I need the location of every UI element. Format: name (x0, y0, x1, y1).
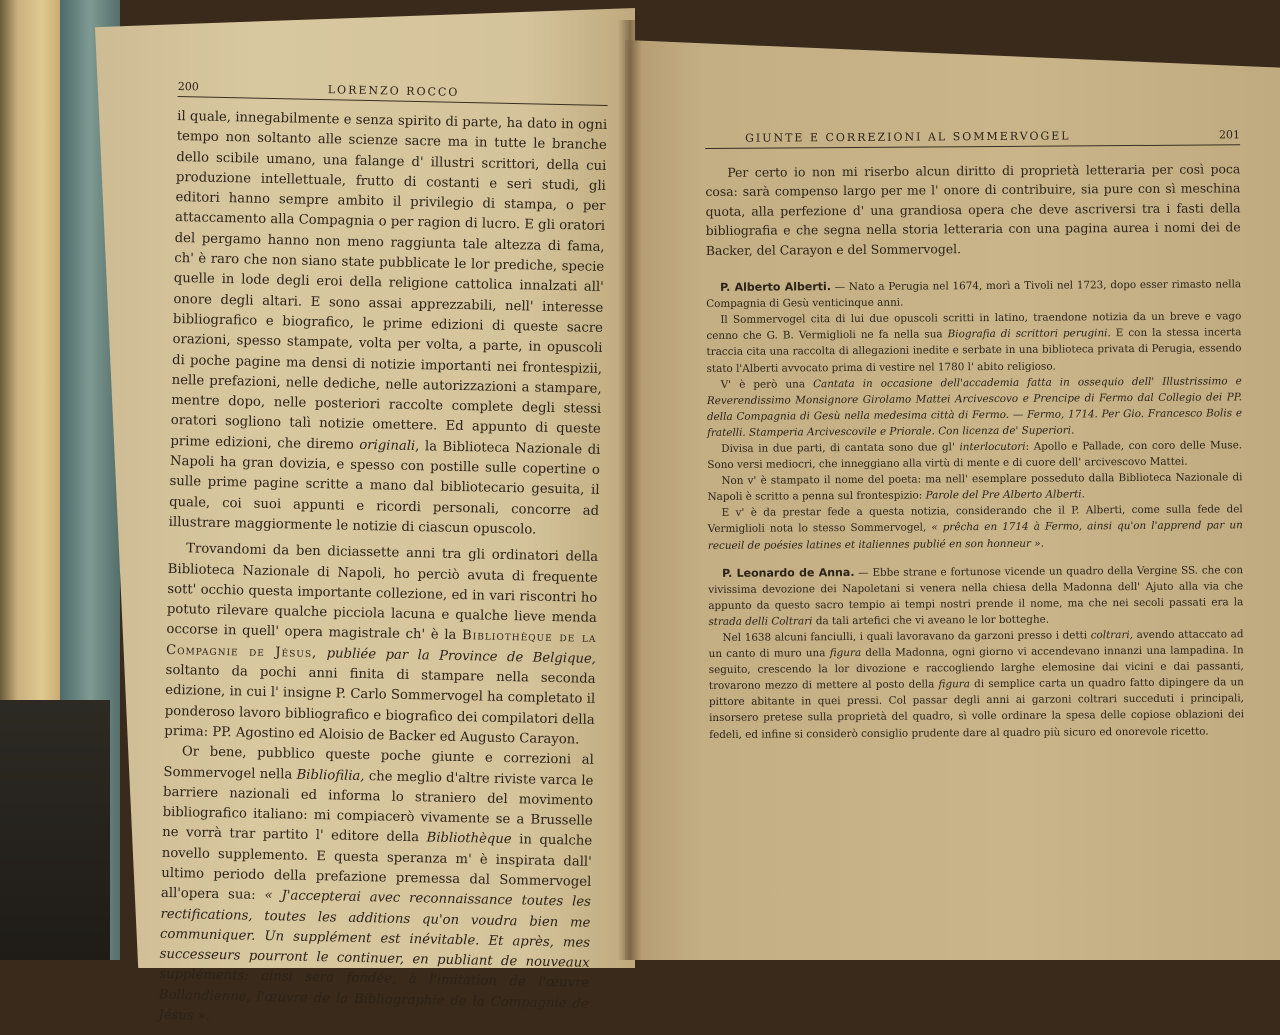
entry-alberti-p6: E v' è da prestar fede a questa notizia, considerando che il P. Alberti, come sulla fede del Vermiglioli nota lo stesso Sommervogel, « prêcha en 1714 à Fermo, ainsi qu'on l'apprend par un recueil de poésies latines et italiennes publié en son honneur ». (707, 503, 1243, 552)
right-intro-paragraph: Per certo io non mi riserbo alcun diritto di proprietà letteraria per così poca cosa: sarà compenso largo per me l' onore di contribuire, sia pure con sì meschina quota, alla perfezione d' una grandiosa opera che deve ascriversi tra i fasti della bibliografia e che segna nella storia letteraria con una pagina aurea i nomi dei de Backer, del Carayon e del Sommervogel. (705, 161, 1241, 258)
entry-heading: P. Alberto Alberti. (720, 280, 832, 294)
page-number-right: 201 (1218, 128, 1241, 142)
entry-alberto-alberti (706, 276, 1243, 553)
running-title-right: GIUNTE E CORREZIONI AL SOMMERVOGEL (744, 129, 1071, 145)
left-paragraph-3: Or bene, pubblico queste poche giunte e correzioni al Sommervogel nella Bibliofilia, che meglio d'altre riviste varca le barriere nazionali ed informa lo straniero del movimento bibliografico italiano: mi compiacerò vivamente se a Brusselle ne vorrà trar partito l' editore della Bibliothèque in qualche novello supplemento. E questa speranza m' è inspirata dall' ultimo periodo della prefazione premessa dal Sommervogel all'opera sua: « J'accepterai avec reconnaissance toutes les rectifications, toutes les additions qu'on voudra bien me communiquer. Un supplément est inévitable. Et après, mes successeurs pourront le continuer, en publiant de nouveaux suppléments: ainsi sera fondée, à l'imitation de l'œuvre Bollandienne, l'œuvre de la Bibliographie de la Compagnie de Jésus ». (158, 744, 594, 1024)
entry-de-anna-p2: Nel 1638 alcuni fanciulli, i quali lavoravano da garzoni presso i detti coltrari, avendo attaccato ad un canto di muro una figura della Madonna, ogni giorno vi accendevano innanzi una lampadina. In seguito, crescendo la lor divozione e raccogliendo larghe elemosine dai vicini e dai passanti, trovarono mezzo di mettere al posto della figura di semplice carta un quadro fatto dipingere da un pittore abitante in quei pressi. Col passar degli anni ai garzoni coltrari succeduti i principali, insorsero pretese sulla proprietà del quadro, sì volle ordinare la spesa delle copiose oblazioni dei fedeli, ed infine si considerò consiglio prudente dare al quadro più sicuro ed onorevole ricetto. (708, 628, 1245, 741)
background-book-shadow (0, 700, 110, 960)
left-paragraph-2: Trovandomi da ben diciassette anni tra gli ordinatori della Biblioteca Nazionale di Napoli, ho perciò avuta di frequente sott' occhio questa importante collezione, ed in vari riscontri ho potuto rilevare qualche picciola lacuna e qualche lieve menda occorse in quell' opera magistrale ch' è la Bibliothèque de la Compagnie de Jésus, publiée par la Province de Belgique, soltanto da pochi anni finita di stampare nella seconda edizione, in cui l' insigne P. Carlo Sommervogel ha completato il ponderoso lavoro bibliografico e biografico dei compilatori della prima: PP. Agostino ed Aloisio de Backer ed Augusto Carayon. (164, 541, 599, 748)
left-page (158, 80, 608, 1035)
right-page (705, 128, 1244, 742)
entry-de-anna-p1: P. Leonardo de Anna. — Ebbe strane e fortunose vicende un quadro della Vergine SS. che con vivissima devozione dei Napoletani si venera nella chiesa della Madonna dell' Ajuto alla via che appunto da questo sacro tempio ai tempi nostri prende il nome, ma che nei secoli passati era la strada delli Coltrari da tali artefici che vi aveano le lor botteghe. (708, 563, 1244, 628)
entry-leonardo-de-anna (708, 562, 1244, 743)
entry-heading: P. Leonardo de Anna. (722, 565, 855, 580)
left-paragraph-1: il quale, innegabilmente e senza spirito di parte, ha dato in ogni tempo non soltanto alle scienze sacre ma in tutte le branche dello scibile umano, una falange d' illustri scrittori, della cui produzione intellettuale, frutto di costanti e seri studi, gli editori hanno sempre ambito il privilegio di stampa, o per attaccamento alla Compagnia o per ragion di lucro. E gli oratori del pergamo hanno non meno raggiunta tale altezza di fama, ch' è raro che non siano state pubblicate le lor prediche, specie quelle in lode degli eroi della religione cattolica innalzati all' onore degli altari. E sono assai apprezzabili, nell' interesse bibliografico e biografico, le prime edizioni di queste sacre orazioni, spesso stampate, volta per volta, a parte, in opuscoli di poche pagine ma densi di notizie importanti nei frontespizii, nelle prefazioni, nelle dediche, nelle autorizzazioni a stampare, mentre dopo, nelle posteriori raccolte complete degli stessi oratori sogliono talì notizie omettere. Ed appunto di queste prime edizioni, che diremo originali, la Biblioteca Nazionale di Napoli ha gran dovizia, e spesso con postille sulle copertine o sulle prime pagine scritte a mano dal bibliotecario gesuita, il quale, coi suoi appunti e ricordi personali, concorre ad illustrare maggiormente le notizie di ciascun opuscolo. (168, 108, 608, 538)
book-gutter (618, 20, 642, 960)
entry-alberti-p4: Divisa in due parti, di cantata sono due gl' interlocutori: Apollo e Pallade, con coro delle Muse. Sono versi mediocri, che inneggiano alla virtù di mente e di cuore dell' arcivescovo Mattei. (707, 439, 1243, 472)
running-title-left: LORENZO ROCCO (327, 83, 460, 99)
entry-alberti-p1: P. Alberto Alberti. — Nato a Perugia nel 1674, morì a Tivoli nel 1723, dopo esser rimasto nella Compagnia di Gesù venticinque anni. (706, 278, 1242, 311)
right-page-header (705, 128, 1240, 149)
entry-alberti-p3: V' è però una Cantata in occasione dell'accademia fatta in ossequio dell' Illustrissimo e Reverendissimo Monsignore Girolamo Mattei Arcivescovo e Prencipe di Fermo dal Collegio dei PP. della Compagnia di Gesù nella medesima città di Fermo. — Fermo, 1714. Per Gio. Francesco Bolis e fratelli. Stamperia Arcivescovile e Priorale. Con licenza de' Superiori. (706, 374, 1243, 439)
entry-alberti-p2: Il Sommervogel cita di lui due opuscoli scritti in latino, traendone notizia da un breve e vago cenno che G. B. Vermiglioli ne fa nella sua Biografia di scrittori perugini. E con la stessa incerta traccia cita una raccolta di allegazioni inedite e serbate in una biblioteca privata di Perugia, essendo stato l'Alberti avvocato prima di vestire nel 1780 l' abito religioso. (706, 310, 1242, 375)
entry-alberti-p5: Non v' è stampato il nome del poeta: ma nell' esemplare posseduto dalla Biblioteca Nazionale di Napoli è scritto a penna sul frontespizio: Parole del Pre Alberto Alberti. (707, 471, 1243, 504)
page-number-left: 200 (177, 80, 199, 94)
sommervogel-quote: « J'accepterai avec reconnaissance toutes les rectifications, toutes les additions qu'on voudra bien me communiquer. Un supplément est inévitable. Et après, mes successeurs pourront le continuer, en publiant de nouveaux suppléments: ainsi sera fondée, à l'imitation de l'œuvre Bollandienne, l'œuvre de la Bibliographie de la Compagnie de Jésus ». (158, 888, 592, 1024)
